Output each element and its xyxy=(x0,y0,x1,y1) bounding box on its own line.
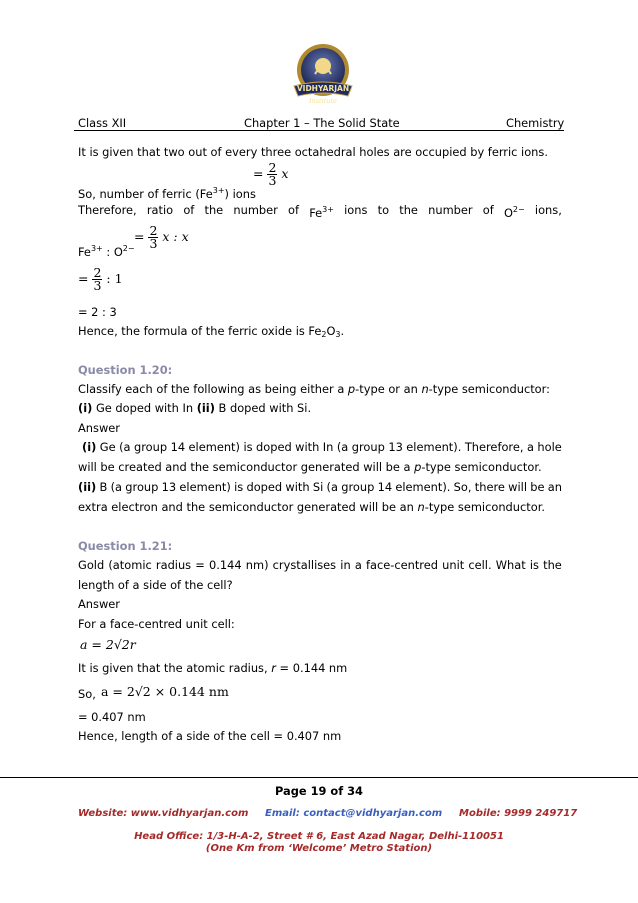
header-chapter: Chapter 1 – The Solid State xyxy=(244,116,400,130)
equation-simplified: = $\frac{2}{3}$ : 1 xyxy=(78,265,123,293)
question-1-21-line-2: length of a side of the cell? xyxy=(78,578,233,592)
body-line-3: Therefore, ratio of the number of $Fe^{3+}$ ions to the number of $O^{2-}$ ions, xyxy=(78,203,562,220)
logo-subtext: Institute xyxy=(308,97,338,105)
footer-website[interactable]: Website: www.vidhyarjan.com xyxy=(78,808,249,819)
header-subject: Chemistry xyxy=(506,116,565,130)
answer-1-20-ii-line-1: (ii) B (a group 13 element) is doped with Si (a group 14 element). So, there will be an xyxy=(78,480,562,494)
footer-mobile: Mobile: 9999 249717 xyxy=(459,808,578,819)
question-1-21-title: Question 1.21: xyxy=(78,539,173,553)
footer-office-address: Head Office: 1/3-H-A-2, Street # 6, East Azad Nagar, Delhi-110051 xyxy=(134,831,504,842)
question-1-21-line-1: Gold (atomic radius = 0.144 nm) crystallises in a face-centred unit cell. What is the xyxy=(78,558,562,572)
body-line-2: So, number of ferric $(Fe^{3+})$ ions xyxy=(78,186,256,201)
body-line-4: $Fe^{3+}$ : $O^{2-}$ xyxy=(78,244,135,259)
page-number: Page 19 of 34 xyxy=(275,784,363,798)
equation-ferric-ions: = $\frac{2}{3}$ x xyxy=(253,160,289,188)
body-line-6: Hence, the formula of the ferric oxide is $Fe_2O_3$. xyxy=(78,324,345,339)
question-1-20-title: Question 1.20: xyxy=(78,363,173,377)
answer-1-20-i-line-2: will be created and the semiconductor generated will be a p-type semiconductor. xyxy=(78,460,542,474)
equation-edge-value: a = 2√2 × 0.144 nm xyxy=(101,684,229,699)
body-line-1: It is given that two out of every three octahedral holes are occupied by ferric ions. xyxy=(78,145,548,159)
answer-1-21-so: So, xyxy=(78,687,96,701)
header-class: Class XII xyxy=(78,116,127,130)
footer-office-landmark: (One Km from ‘Welcome’ Metro Station) xyxy=(205,843,433,854)
institute-logo xyxy=(288,40,358,110)
answer-label-1-20: Answer xyxy=(78,421,120,435)
question-1-20-parts: (i) Ge doped with In (ii) B doped with Si. xyxy=(78,401,312,415)
answer-1-21-line-1: For a face-centred unit cell: xyxy=(78,617,235,631)
answer-1-21-line-4: Hence, length of a side of the cell = 0.407 nm xyxy=(78,729,342,743)
equation-fcc-edge: a = 2√2r xyxy=(80,637,136,652)
answer-1-20-ii-line-2: extra electron and the semiconductor generated will be an n-type semiconductor. xyxy=(78,500,545,514)
answer-1-21-line-3: = 0.407 nm xyxy=(78,710,146,724)
header-divider xyxy=(74,130,564,131)
answer-label-1-21: Answer xyxy=(78,597,120,611)
answer-1-21-line-2: It is given that the atomic radius, r = 0.144 nm xyxy=(78,661,348,675)
answer-1-20-i-line-1: (i) Ge (a group 14 element) is doped with In (a group 13 element). Therefore, a hole xyxy=(82,440,562,454)
footer-email[interactable]: Email: contact@vidhyarjan.com xyxy=(265,808,443,819)
footer-divider xyxy=(0,777,638,778)
body-line-5: = 2 : 3 xyxy=(78,305,117,319)
logo-text: VIDHYARJAN xyxy=(296,84,350,93)
question-1-20-text: Classify each of the following as being either a p-type or an n-type semiconductor: xyxy=(78,382,550,396)
equation-ratio: = $\frac{2}{3}$ x : x xyxy=(134,223,189,251)
